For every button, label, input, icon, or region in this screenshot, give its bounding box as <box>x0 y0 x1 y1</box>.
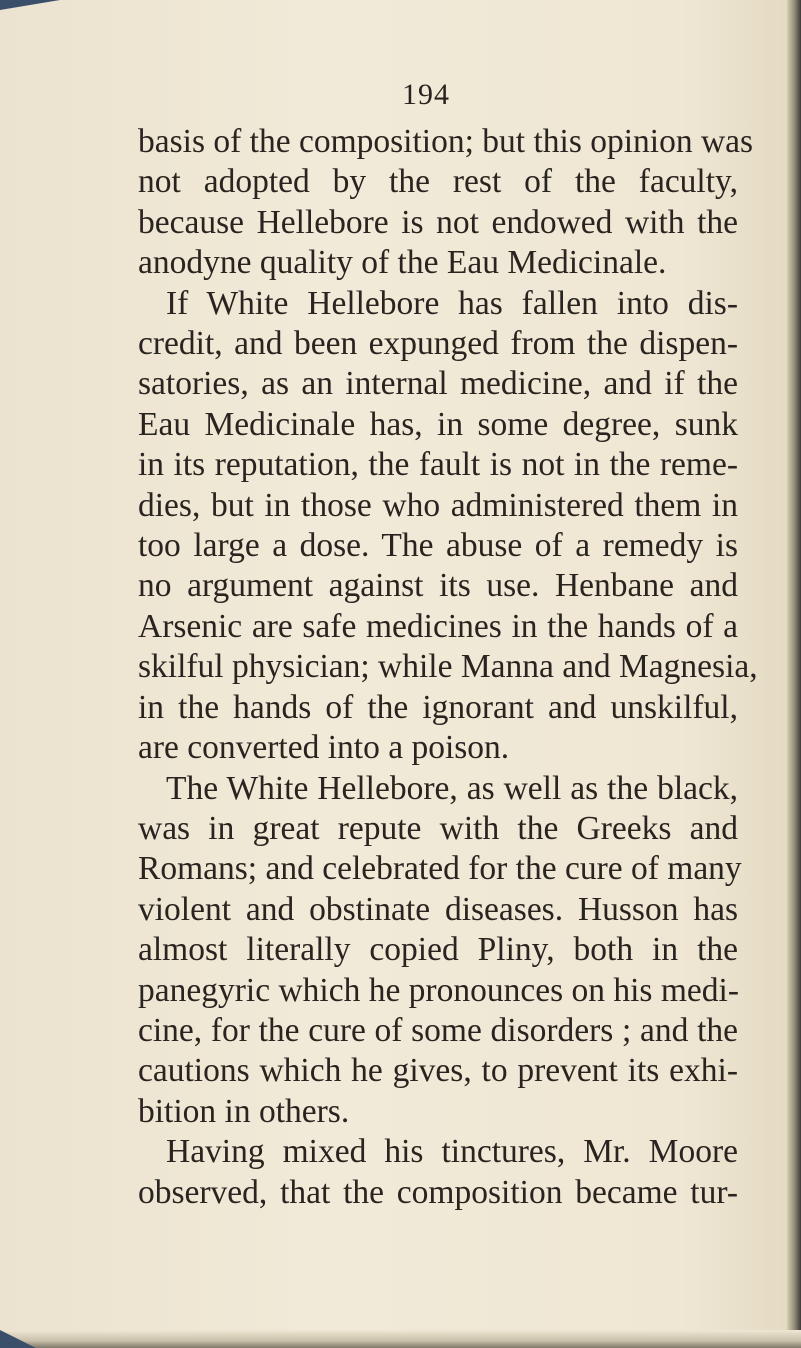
text-line: skilful physician; while Manna and Magnesia, <box>138 648 758 686</box>
body-text <box>138 122 758 1213</box>
text-line: because Hellebore is not endowed with the <box>138 203 738 241</box>
text-line: credit, and been expunged from the dispen- <box>138 325 738 363</box>
text-line: too large a dose. The abuse of a remedy is <box>138 527 738 565</box>
page-corner-shadow-bottom <box>0 1330 36 1348</box>
text-line: was in great repute with the Greeks and <box>138 809 738 847</box>
text-line: If White Hellebore has fallen into dis- <box>166 284 738 322</box>
text-line: bition in others. <box>138 1092 350 1130</box>
page-bottom-edge <box>0 1330 801 1348</box>
text-line: violent and obstinate diseases. Husson has <box>138 890 738 928</box>
text-line: dies, but in those who administered them in <box>138 486 738 524</box>
text-line: observed, that the composition became tur- <box>138 1173 738 1211</box>
text-line: panegyric which he pronounces on his medi- <box>138 971 739 1009</box>
text-line: almost literally copied Pliny, both in the <box>138 931 738 969</box>
text-line: Eau Medicinale has, in some degree, sunk <box>138 405 738 443</box>
page-corner-shadow <box>0 0 60 10</box>
text-line: basis of the composition; but this opinion was <box>138 123 754 160</box>
text-line: in its reputation, the fault is not in the reme- <box>138 446 738 484</box>
text-line: Romans; and celebrated for the cure of many <box>138 850 742 888</box>
text-line: Having mixed his tinctures, Mr. Moore <box>166 1133 738 1171</box>
text-line: cine, for the cure of some disorders ; and the <box>138 1011 738 1049</box>
text-line: Arsenic are safe medicines in the hands of a <box>138 607 738 645</box>
text-line: satories, as an internal medicine, and if the <box>138 365 738 403</box>
text-line: in the hands of the ignorant and unskilful, <box>138 688 738 726</box>
text-line: cautions which he gives, to prevent its exhi- <box>138 1052 738 1090</box>
page-right-edge <box>787 0 801 1348</box>
text-line: are converted into a poison. <box>138 729 510 767</box>
text-line: no argument against its use. Henbane and <box>138 567 738 605</box>
text-line: not adopted by the rest of the faculty, <box>138 163 738 201</box>
text-line: The White Hellebore, as well as the black, <box>166 769 738 807</box>
text-line: anodyne quality of the Eau Medicinale. <box>138 244 667 282</box>
page-number: 194 <box>402 78 450 111</box>
